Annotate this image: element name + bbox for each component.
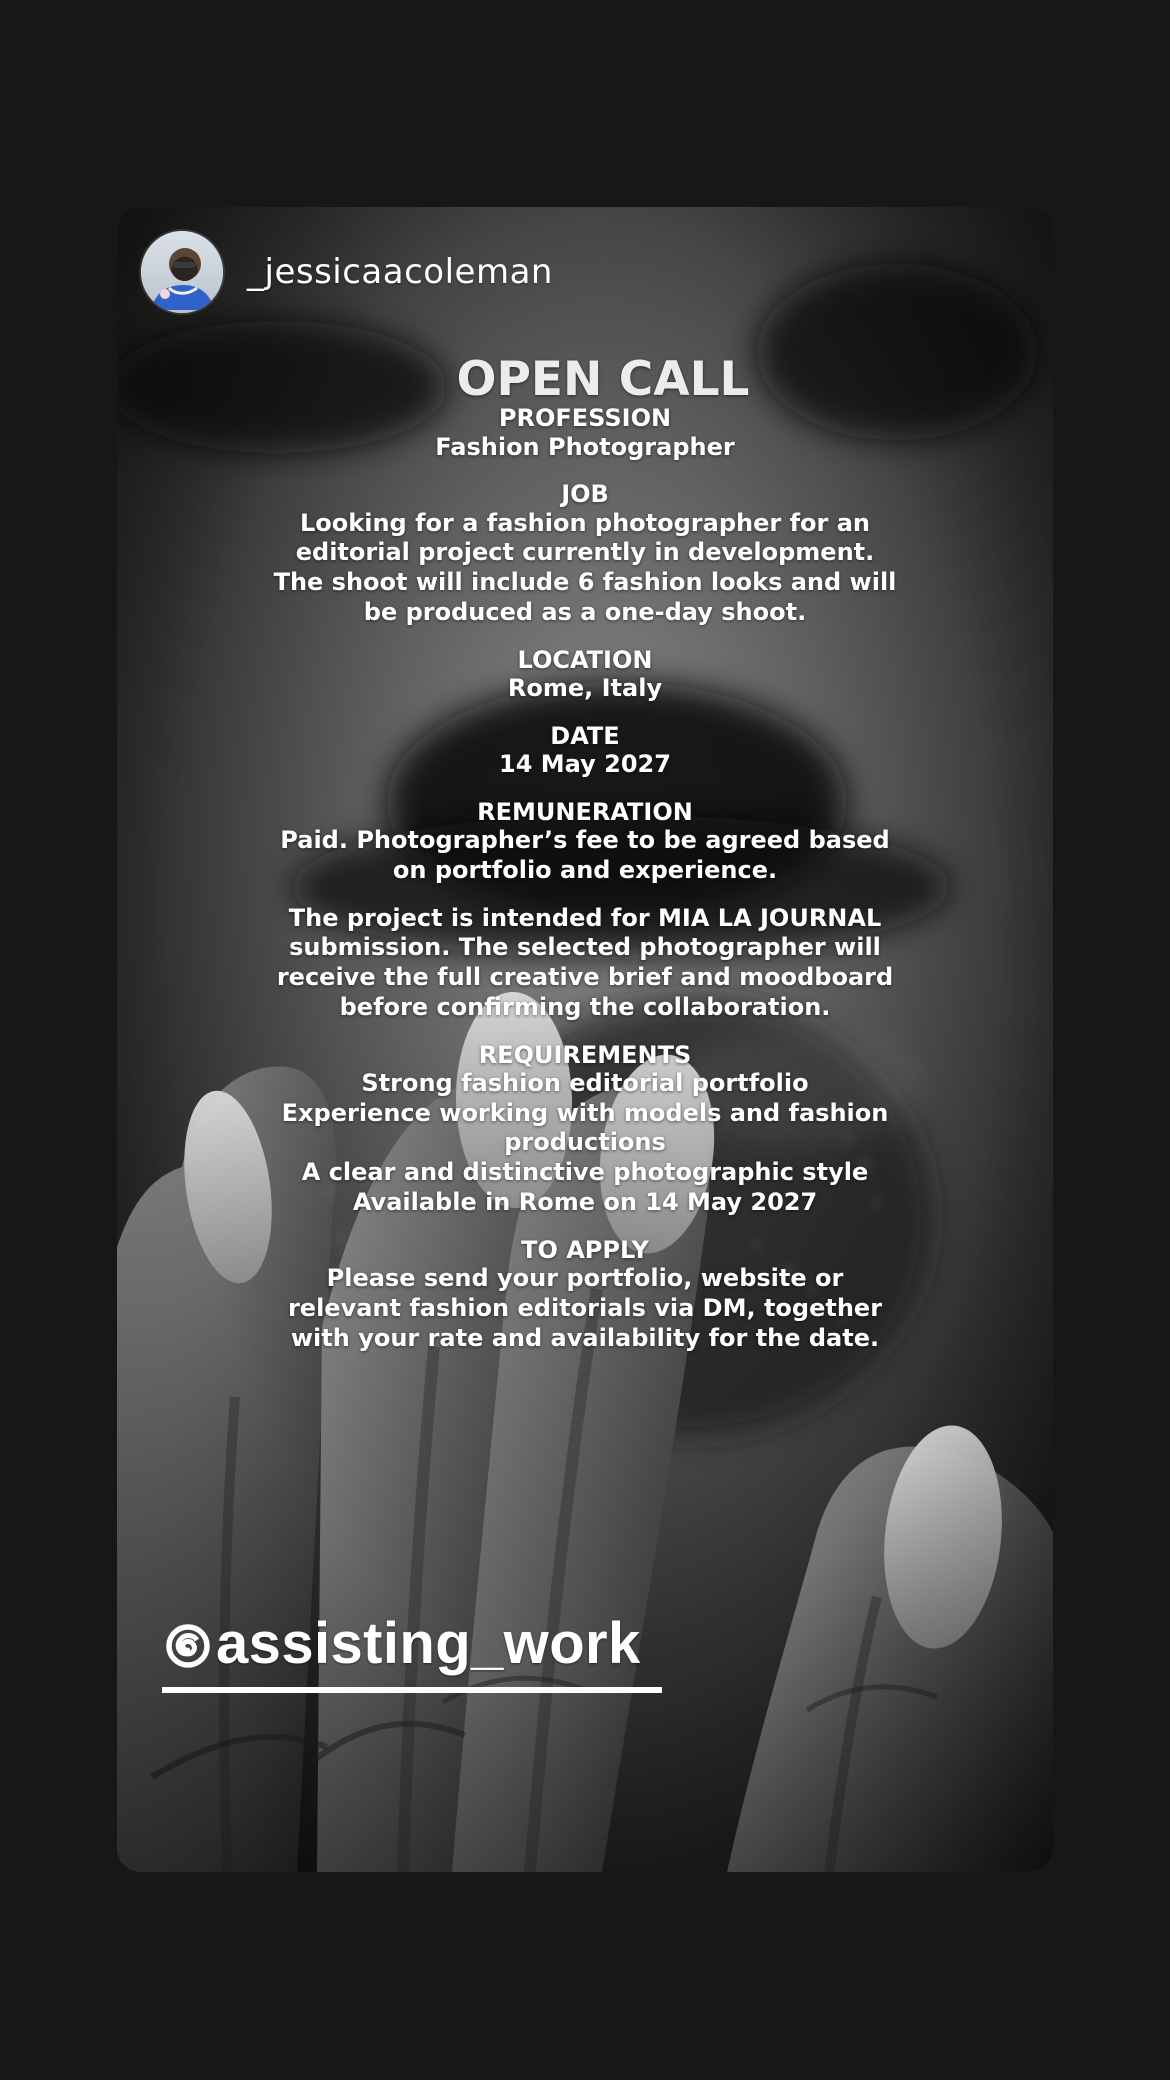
apply-section xyxy=(117,1236,1053,1354)
requirements-text: Strong fashion editorial portfolio Experience working with models and fashion productions A clear and distinctive photographic style Available in Rome on 14 May 2027 xyxy=(281,1068,889,1216)
story-card[interactable] xyxy=(117,207,1053,1872)
date-value: 14 May 2027 xyxy=(499,750,671,779)
job-text: Looking for a fashion photographer for an editorial project currently in development. The shoot will include 6 fashion looks and will be produced as a one-day shoot. xyxy=(273,508,897,626)
requirements-section xyxy=(117,1041,1053,1218)
threads-handle-text[interactable]: assisting_work xyxy=(216,1611,641,1676)
apply-label: TO APPLY xyxy=(521,1235,649,1264)
apply-text: Please send your portfolio, website or relevant fashion editorials via DM, together with your rate and availability for the date. xyxy=(287,1264,883,1352)
date-label: DATE xyxy=(550,721,620,750)
open-call-content xyxy=(117,352,1053,1353)
profession-value: Fashion Photographer xyxy=(435,432,735,461)
remuneration-label: REMUNERATION xyxy=(477,797,693,826)
requirements-label: REQUIREMENTS xyxy=(478,1040,692,1069)
job-section xyxy=(117,480,1053,627)
location-label: LOCATION xyxy=(517,645,653,674)
profession-section xyxy=(117,404,1053,462)
threads-handle-underline xyxy=(162,1687,662,1693)
story-header[interactable] xyxy=(141,231,553,313)
project-text: The project is intended for MIA LA JOURNAL submission. The selected photographer will receive the full creative brief and moodboard before confirming the collaboration. xyxy=(276,903,894,1021)
location-section xyxy=(117,646,1053,704)
remuneration-text: Paid. Photographer’s fee to be agreed based on portfolio and experience. xyxy=(280,826,890,884)
avatar-image xyxy=(141,231,223,313)
job-label: JOB xyxy=(561,480,609,509)
location-value: Rome, Italy xyxy=(507,674,663,703)
remuneration-section xyxy=(117,798,1053,886)
date-section xyxy=(117,722,1053,780)
profession-label: PROFESSION xyxy=(498,404,672,433)
story-username[interactable]: _jessicaacoleman xyxy=(247,252,553,292)
page-title: OPEN CALL xyxy=(456,352,750,407)
avatar[interactable] xyxy=(141,231,223,313)
threads-icon xyxy=(162,1620,214,1672)
project-section xyxy=(117,904,1053,1023)
threads-handle-link[interactable] xyxy=(162,1611,641,1676)
